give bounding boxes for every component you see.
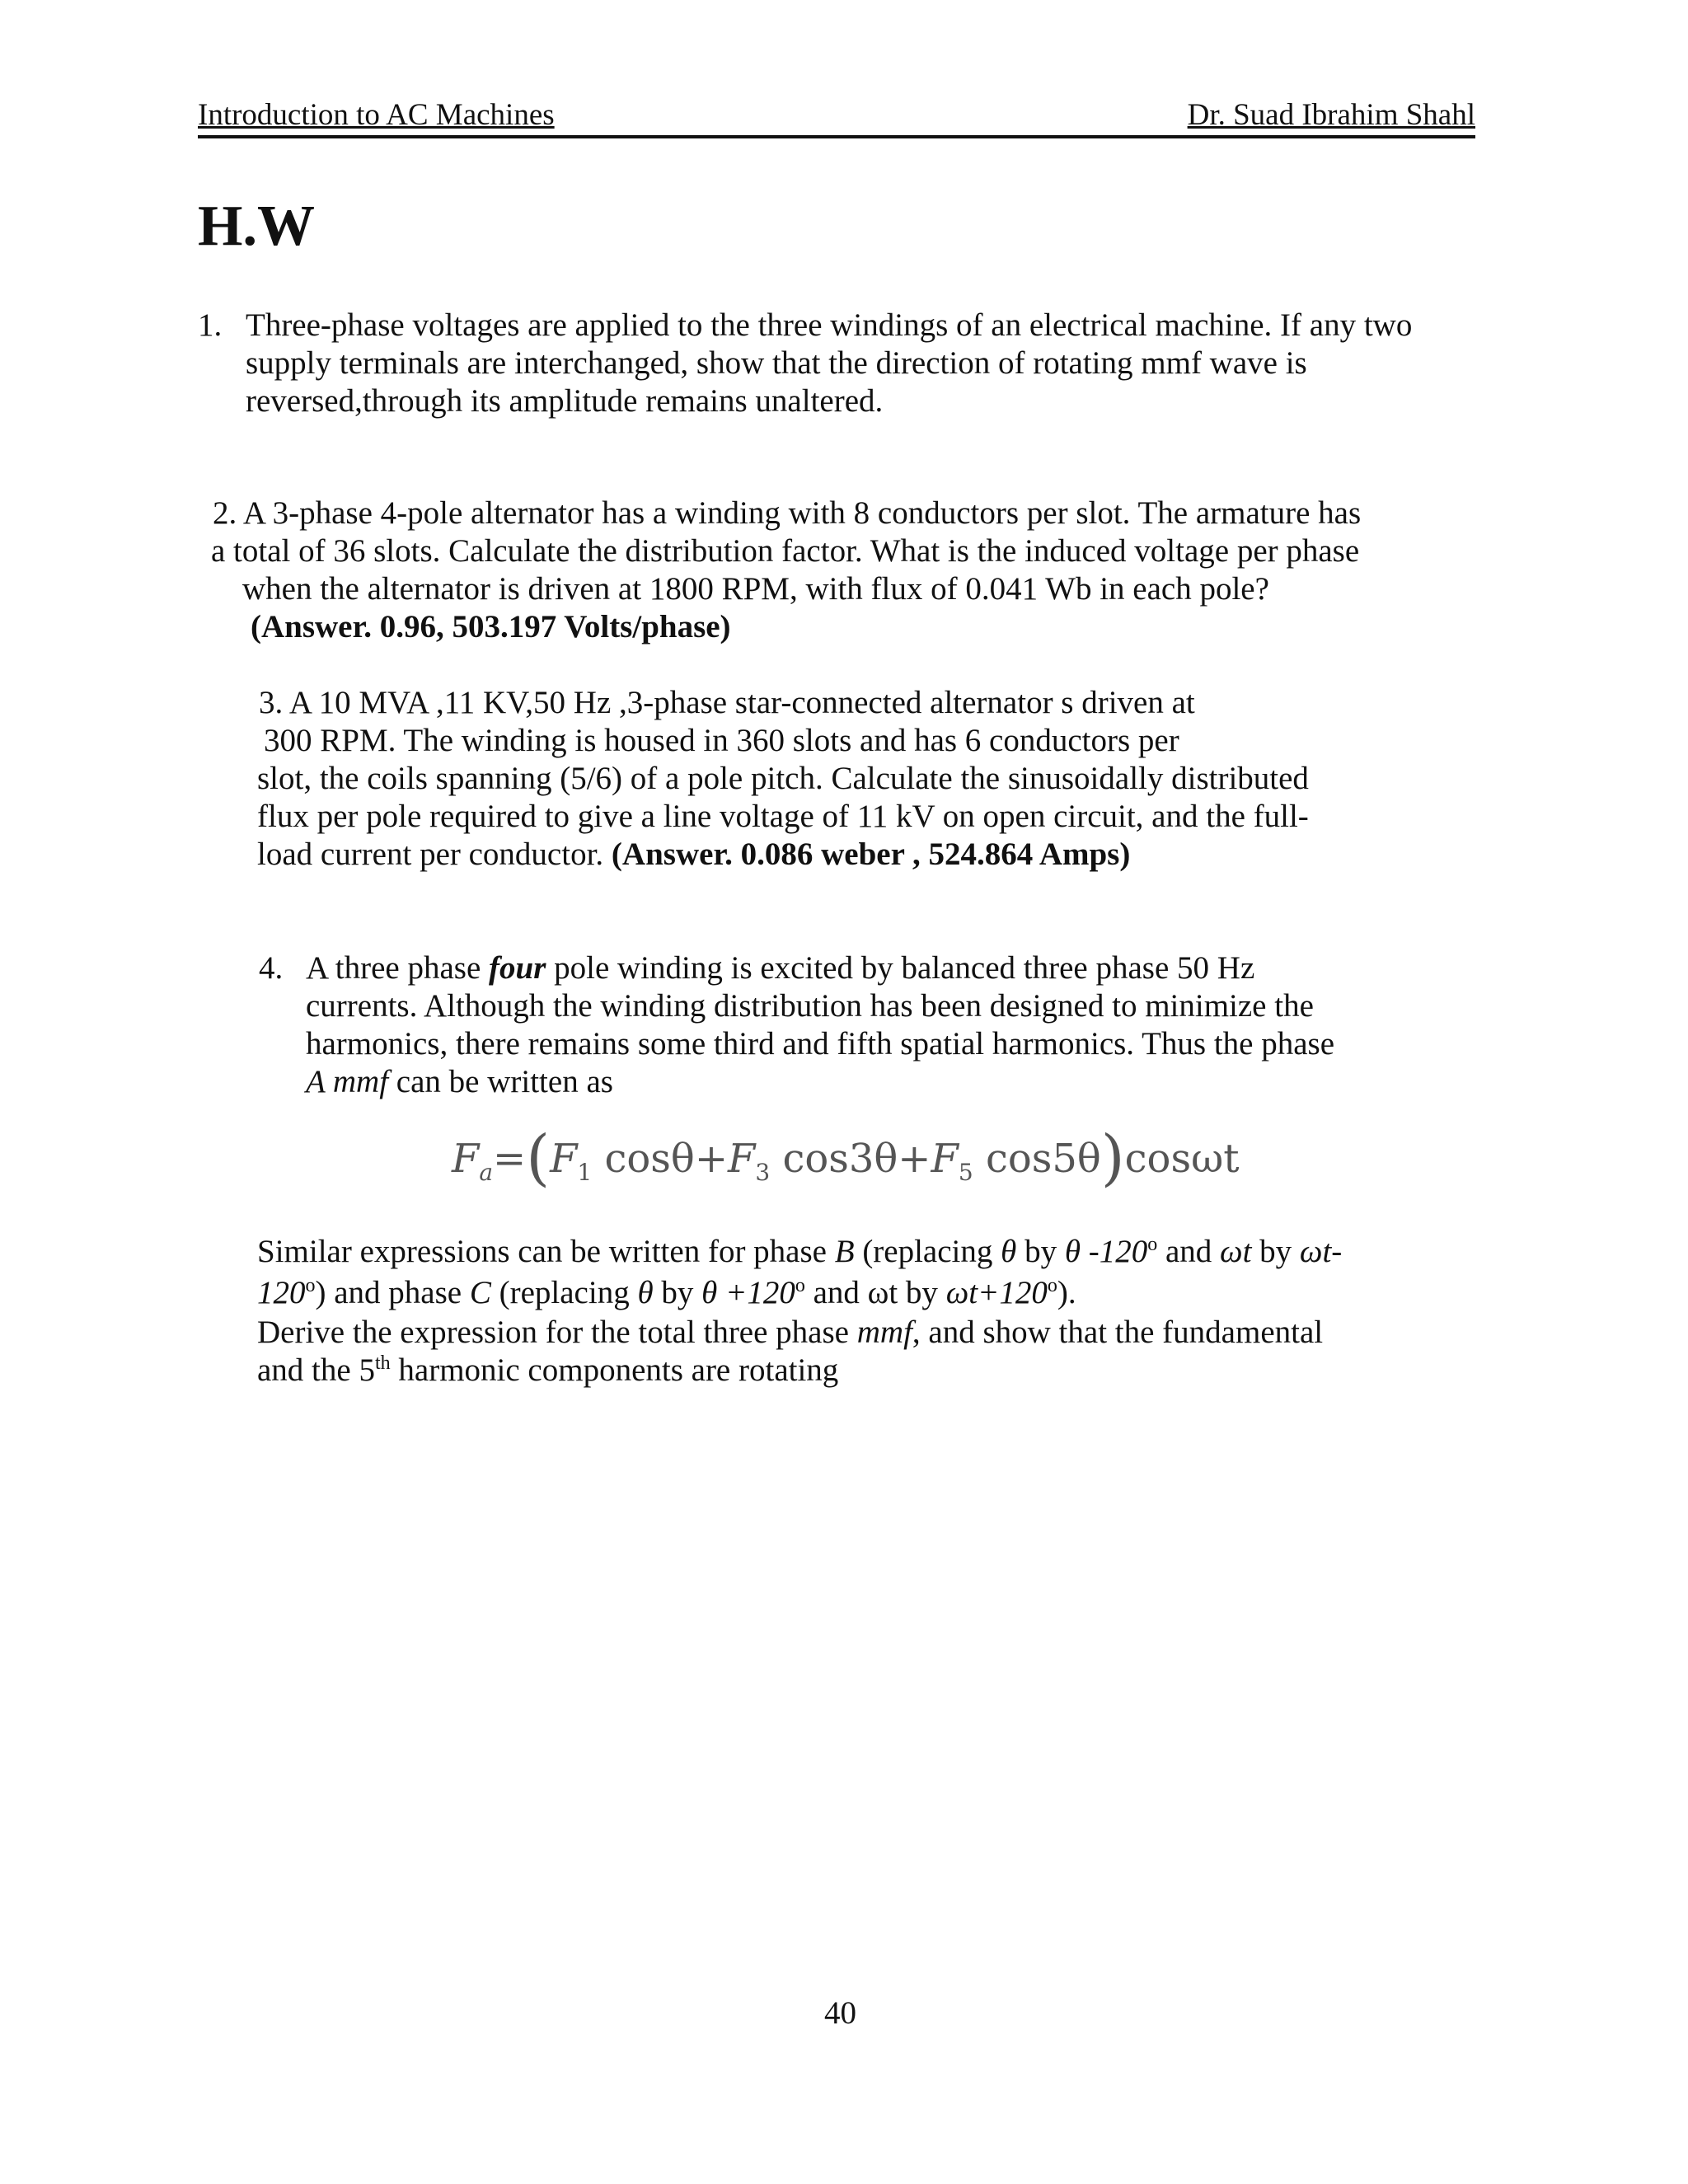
question-3-answer: (Answer. 0.086 weber , 524.864 Amps) xyxy=(611,837,1131,872)
question-3-line: flux per pole required to give a line voltage of 11 kV on open circuit, and the full- xyxy=(257,799,1309,834)
question-4-line: harmonics, there remains some third and fifth spatial harmonics. Thus the phase xyxy=(306,1026,1335,1062)
question-2-line: when the alternator is driven at 1800 RPM, with flux of 0.041 Wb in each pole? xyxy=(242,571,1269,607)
question-1-line: supply terminals are interchanged, show that the direction of rotating mmf wave is xyxy=(246,345,1307,381)
question-3-line: 300 RPM. The winding is housed in 360 slots and has 6 conductors per xyxy=(264,723,1179,758)
question-1-line: reversed,through its amplitude remains unaltered. xyxy=(246,383,884,419)
question-4-line: A mmf can be written as xyxy=(306,1064,613,1099)
emphasis-four: four xyxy=(489,950,546,986)
question-3-text: load current per conductor. xyxy=(257,837,604,872)
page-title: H.W xyxy=(198,194,315,258)
paragraph-line: 120$^o$) and phase C (replacing θ by $\theta +120^o$ and ωt by $\omega t+120^o$). xyxy=(257,1275,1076,1310)
question-1-line: Three-phase voltages are applied to the three windings of an electrical machine. If any two xyxy=(246,307,1413,343)
question-4-line: A three phase four pole winding is excited by balanced three phase 50 Hz xyxy=(306,950,1255,986)
question-3-line: 3. A 10 MVA ,11 KV,50 Hz ,3-phase star-connected alternator s driven at xyxy=(259,685,1195,720)
question-3-line: slot, the coils spanning (5/6) of a pole pitch. Calculate the sinusoidally distributed xyxy=(257,761,1309,796)
header-course-title: Introduction to AC Machines xyxy=(198,98,555,132)
question-1-number: 1. xyxy=(198,307,223,343)
question-4-number: 4. xyxy=(259,950,284,986)
question-2-line: a total of 36 slots. Calculate the distribution factor. What is the induced voltage per phase xyxy=(211,533,1360,569)
paragraph-line: Derive the expression for the total three phase mmf, and show that the fundamental xyxy=(257,1315,1324,1350)
question-3-last-line xyxy=(257,836,1130,873)
paragraph-line: Similar expressions can be written for phase B (replacing θ by θ -120$^o$ and ωt by ωt- xyxy=(257,1234,1343,1269)
question-2-line: 2. A 3-phase 4-pole alternator has a winding with 8 conductors per slot. The armature has xyxy=(213,495,1362,531)
question-4-line: currents. Although the winding distribution has been designed to minimize the xyxy=(306,988,1314,1024)
page-header xyxy=(198,97,1475,138)
header-author: Dr. Suad Ibrahim Shahl xyxy=(1187,98,1475,132)
page-number: 40 xyxy=(824,1995,856,2031)
mmf-equation: $F_a=(F_1$ $\cos\theta+F_3$ $\cos 3\theta+F_5$ cos5θ)cosωt xyxy=(452,1122,1240,1193)
paragraph-line: and the 5th harmonic components are rotating xyxy=(257,1352,839,1388)
question-2-answer: (Answer. 0.96, 503.197 Volts/phase) xyxy=(251,609,731,644)
